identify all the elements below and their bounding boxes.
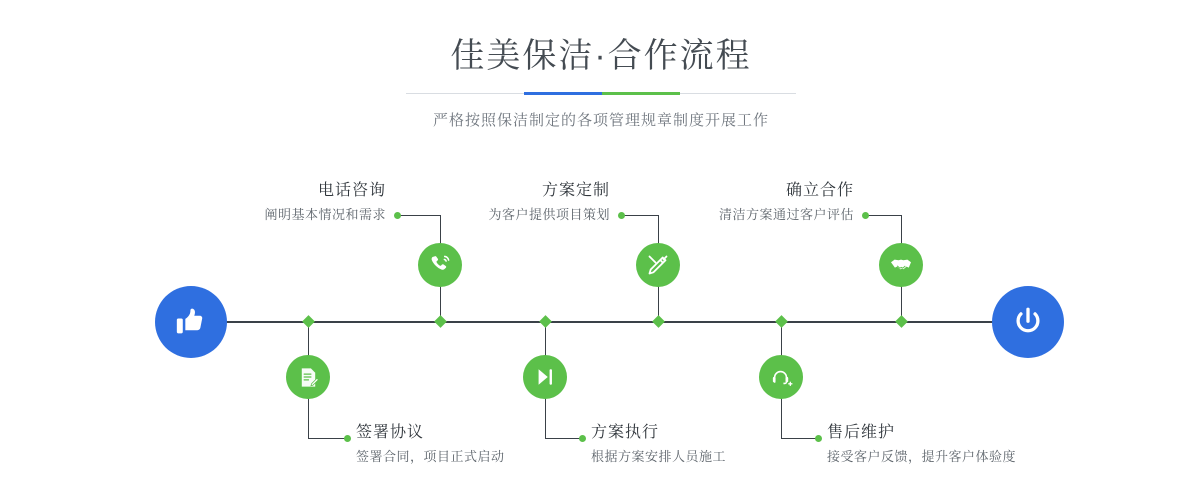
- step-5-label: [660, 180, 854, 225]
- step-3-axis-marker: [652, 315, 665, 328]
- step-5-connector-horizontal: [866, 215, 901, 216]
- step-2-title: 签署协议: [356, 424, 425, 441]
- timeline-axis: [162, 321, 1042, 323]
- pen-ruler-icon: [646, 253, 670, 277]
- timeline-end-badge: [992, 286, 1064, 358]
- step-6-connector-horizontal: [781, 438, 819, 439]
- page-title: 佳美保洁·合作流程: [450, 37, 752, 75]
- step-1-desc: 阐明基本情况和需求: [264, 207, 386, 222]
- step-5-desc: 清洁方案通过客户评估: [718, 207, 854, 222]
- step-1-label: [194, 180, 386, 225]
- phone-ring-icon: [428, 253, 452, 277]
- step-6-label: [827, 422, 1016, 467]
- step-6-desc: 接受客户反馈，提升客户体验度: [827, 449, 1017, 464]
- play-next-icon: [534, 366, 556, 388]
- power-icon: [1010, 304, 1046, 340]
- step-6-axis-marker: [775, 315, 788, 328]
- step-2-label: [356, 422, 505, 467]
- divider-accent-green: [602, 92, 680, 95]
- divider-accent-blue: [524, 92, 602, 95]
- step-1-title: 电话咨询: [317, 182, 386, 199]
- step-3-connector-horizontal: [622, 215, 658, 216]
- step-1-axis-marker: [434, 315, 447, 328]
- step-2-desc: 签署合同，项目正式启动: [356, 449, 505, 464]
- contract-edit-icon: [297, 366, 320, 389]
- page-header: [0, 34, 1202, 130]
- step-1-node: [418, 243, 462, 287]
- process-timeline: [0, 160, 1202, 502]
- step-5-axis-marker: [895, 315, 908, 328]
- step-2-axis-marker: [302, 315, 315, 328]
- title-divider: [406, 92, 796, 95]
- step-4-label-dot: [579, 435, 586, 442]
- step-2-label-dot: [344, 435, 351, 442]
- step-4-desc: 根据方案安排人员施工: [591, 449, 727, 464]
- step-3-label-dot: [618, 212, 625, 219]
- step-4-axis-marker: [539, 315, 552, 328]
- step-6-label-dot: [815, 435, 822, 442]
- step-5-title: 确立合作: [785, 182, 854, 199]
- step-4-title: 方案执行: [591, 424, 660, 441]
- step-4-label: [591, 422, 726, 467]
- step-5-label-dot: [862, 212, 869, 219]
- headset-support-icon: [770, 366, 793, 389]
- thumbs-up-icon: [174, 305, 208, 339]
- step-3-desc: 为客户提供项目策划: [488, 207, 610, 222]
- step-4-node: [523, 355, 567, 399]
- step-3-title: 方案定制: [541, 182, 610, 199]
- step-1-label-dot: [394, 212, 401, 219]
- step-4-connector-horizontal: [545, 438, 583, 439]
- step-3-label: [420, 180, 610, 225]
- step-6-title: 售后维护: [827, 424, 896, 441]
- step-5-node: [879, 243, 923, 287]
- step-2-node: [286, 355, 330, 399]
- handshake-icon: [889, 253, 913, 277]
- step-2-connector-horizontal: [308, 438, 348, 439]
- timeline-start-badge: [155, 286, 227, 358]
- step-6-node: [759, 355, 803, 399]
- page-subtitle: 严格按照保洁制定的各项管理规章制度开展工作: [432, 112, 769, 129]
- step-3-node: [636, 243, 680, 287]
